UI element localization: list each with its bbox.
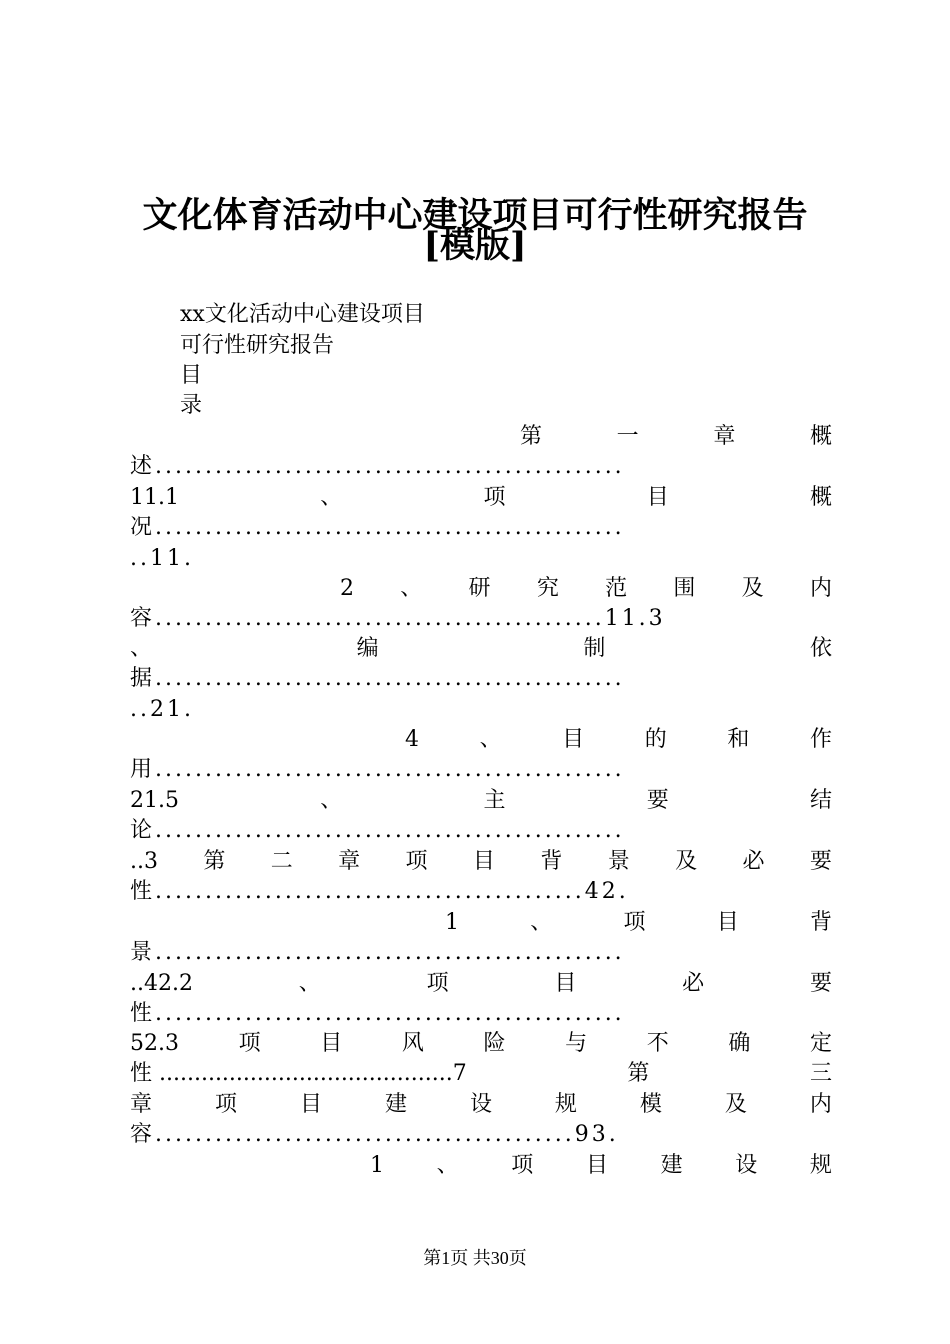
toc-line: [130, 755, 832, 785]
toc-token: 1: [370, 1153, 384, 1178]
toc-token: ..3: [130, 849, 158, 874]
toc-line: [130, 847, 832, 877]
toc-line: [130, 452, 832, 482]
toc-token: 概: [809, 424, 832, 449]
toc-text: 性...............................................: [130, 1001, 625, 1026]
page-footer: 第1页 共30页: [423, 1248, 527, 1268]
toc-token: 究: [536, 576, 559, 601]
toc-token: 规: [554, 1092, 577, 1117]
toc-text: 容..........................................93.: [130, 1122, 619, 1147]
toc-line: [130, 1120, 832, 1150]
toc-token: 第: [203, 849, 226, 874]
toc-token: 一: [616, 424, 639, 449]
toc-token: 依: [809, 636, 832, 661]
toc-line: [130, 938, 832, 968]
toc-text: 论...............................................: [130, 818, 625, 843]
toc-token: 、: [530, 910, 553, 935]
toc-token: 围: [673, 576, 696, 601]
toc-line: [130, 1090, 832, 1120]
toc-token: 范: [605, 576, 628, 601]
toc-text: 容.............................................11.3: [130, 606, 666, 631]
toc-token: 2: [340, 576, 354, 601]
toc-token: 、: [436, 1153, 459, 1178]
toc-token: 主: [483, 788, 506, 813]
toc-token: 的: [644, 727, 667, 752]
toc-token: 、: [320, 788, 343, 813]
toc-token: 第: [627, 1061, 650, 1086]
toc-token: 目: [299, 1092, 322, 1117]
toc-line: [405, 725, 832, 755]
toc-token: 、: [320, 485, 343, 510]
toc-line: [130, 483, 832, 513]
toc-text: 景...............................................: [130, 940, 625, 965]
toc-token: 要: [646, 788, 669, 813]
toc-token: 项: [511, 1153, 534, 1178]
toc-token: 性 ..........................................7: [130, 1061, 467, 1086]
toc-token: 项: [238, 1031, 261, 1056]
toc-token: 编: [356, 636, 379, 661]
toc-line: [370, 1151, 832, 1181]
toc-token: 内: [809, 1092, 832, 1117]
toc-text: 据...............................................: [130, 666, 625, 691]
toc-token: 、: [298, 971, 321, 996]
toc-token: 及: [675, 849, 698, 874]
toc-token: 险: [483, 1031, 506, 1056]
toc-token: 制: [583, 636, 606, 661]
toc-line: [130, 816, 832, 846]
toc-token: 背: [540, 849, 563, 874]
toc-token: 定: [809, 1031, 832, 1056]
document-title-suffix: [模版]: [423, 225, 527, 266]
toc-token: 目: [716, 910, 739, 935]
toc-token: 和: [727, 727, 750, 752]
toc-token: 第: [520, 424, 543, 449]
toc-text: 性...........................................42.: [130, 879, 629, 904]
toc-token: 52.3: [130, 1031, 179, 1056]
toc-token: 设: [469, 1092, 492, 1117]
toc-token: 规: [809, 1153, 832, 1178]
toc-token: 11.1: [130, 485, 179, 510]
toc-token: 目: [472, 849, 495, 874]
toc-line: [445, 908, 832, 938]
toc-text: 况...............................................: [130, 515, 625, 540]
toc-line: [130, 634, 832, 664]
toc-line: [130, 999, 832, 1029]
toc-token: 及: [724, 1092, 747, 1117]
toc-line: [130, 513, 832, 543]
toc-line: [130, 695, 832, 725]
toc-token: 项: [426, 971, 449, 996]
toc-token: 设: [735, 1153, 758, 1178]
intro-line: 录: [180, 393, 203, 418]
toc-token: 项: [623, 910, 646, 935]
intro-line: 可行性研究报告: [180, 333, 335, 358]
toc-token: 概: [809, 485, 832, 510]
toc-token: 目: [585, 1153, 608, 1178]
toc-token: 要: [809, 849, 832, 874]
toc-line: [130, 969, 832, 999]
toc-token: 建: [384, 1092, 407, 1117]
document-title: 文化体育活动中心建设项目可行性研究报告: [142, 195, 808, 236]
toc-token: 确: [728, 1031, 751, 1056]
toc-line: [130, 877, 832, 907]
toc-text: 用...............................................: [130, 757, 625, 782]
toc-line: [130, 1029, 832, 1059]
toc-line: [520, 422, 832, 452]
toc-token: 作: [809, 727, 832, 752]
toc-token: 研: [468, 576, 491, 601]
toc-token: 、: [400, 576, 423, 601]
toc-line: [340, 574, 832, 604]
toc-token: 4: [405, 727, 419, 752]
toc-text: ..21.: [130, 697, 194, 722]
toc-line: [130, 604, 832, 634]
toc-token: 章: [713, 424, 736, 449]
toc-token: 目: [562, 727, 585, 752]
toc-token: 21.5: [130, 788, 179, 813]
toc-token: 项: [405, 849, 428, 874]
toc-token: 景: [607, 849, 630, 874]
toc-token: 内: [809, 576, 832, 601]
toc-token: 与: [565, 1031, 588, 1056]
toc-token: 目: [320, 1031, 343, 1056]
toc-token: 项: [214, 1092, 237, 1117]
toc-token: 背: [809, 910, 832, 935]
intro-line: xx文化活动中心建设项目: [180, 302, 425, 327]
intro-line: 目: [180, 363, 203, 388]
toc-token: 三: [809, 1061, 832, 1086]
toc-token: 目: [554, 971, 577, 996]
toc-token: 及: [741, 576, 764, 601]
toc-token: 不: [646, 1031, 669, 1056]
toc-token: 必: [682, 971, 705, 996]
toc-token: 必: [742, 849, 765, 874]
toc-token: 、: [479, 727, 502, 752]
toc-line: [130, 664, 832, 694]
toc-token: 1: [445, 910, 459, 935]
toc-text: 述...............................................: [130, 454, 625, 479]
toc-token: 风: [401, 1031, 424, 1056]
toc-token: 项: [483, 485, 506, 510]
toc-line: [130, 544, 832, 574]
toc-token: 模: [639, 1092, 662, 1117]
toc-token: 建: [660, 1153, 683, 1178]
toc-token: 、: [130, 636, 153, 661]
toc-token: 二: [270, 849, 293, 874]
toc-token: 章: [130, 1092, 153, 1117]
toc-line: [130, 1059, 832, 1089]
toc-token: 结: [809, 788, 832, 813]
toc-text: ..11.: [130, 546, 194, 571]
toc-token: 章: [338, 849, 361, 874]
toc-line: [130, 786, 832, 816]
toc-token: 目: [646, 485, 669, 510]
toc-token: ..42.2: [130, 971, 193, 996]
toc-token: 要: [809, 971, 832, 996]
